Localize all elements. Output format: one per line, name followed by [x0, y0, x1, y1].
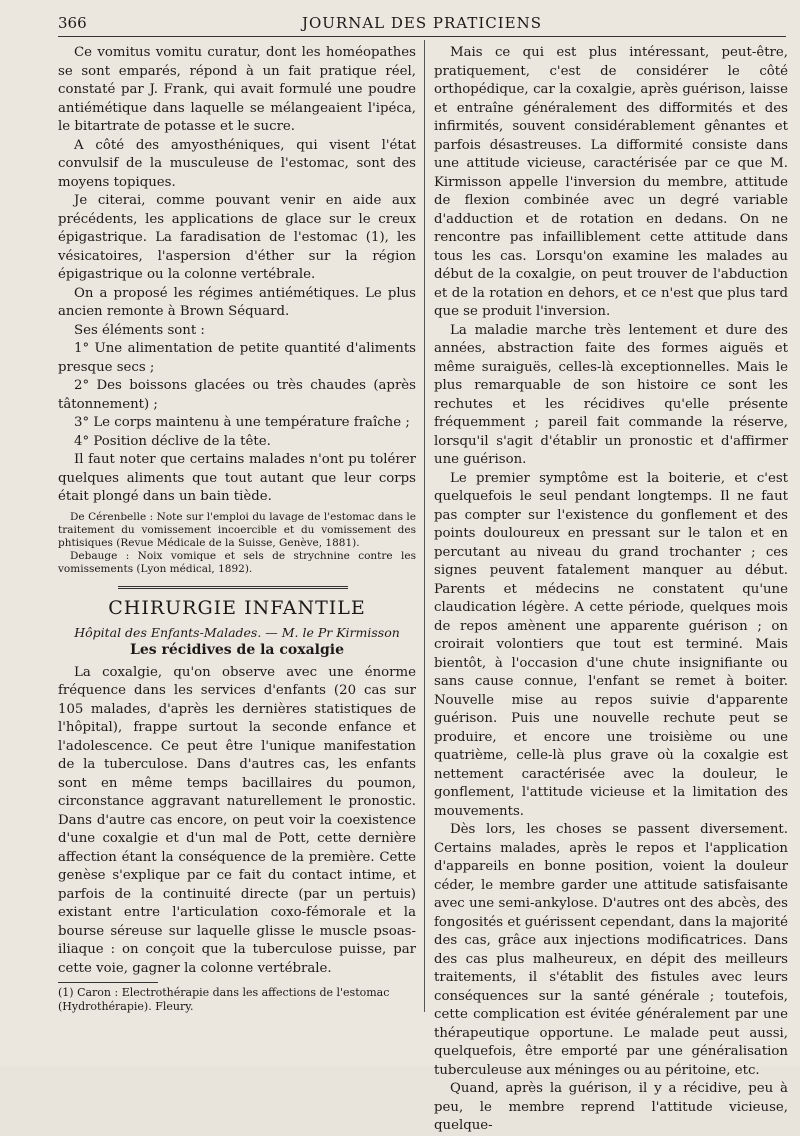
bibliography-entry: De Cérenbelle : Note sur l'emploi du lavage de l'estomac dans le traitement du vomissement incoercible et du vomissement des phtisiques (Revue Médicale de la Suisse, Genève, 1881).	[58, 510, 416, 549]
page-number: 366	[58, 14, 87, 32]
paragraph: Mais ce qui est plus intéressant, peut-être, pratiquement, c'est de considérer le côté orthopédique, car la coxalgie, après guérison, laisse et entraîne généralement des difformités et des infirmités, souvent considérablement gênantes et parfois désastreuses. La difformité consiste dans une attitude vicieuse, caractérisée par ce que M. Kirmisson appelle l'inversion du membre, attitude de flexion combinée avec un degré variable d'adduction et de rotation en dedans. On ne rencontre pas infailliblement cette attitude dans tous les cas. Lorsqu'on examine les malades au début de la coxalgie, on peut trouver de l'abduction et de la rotation en dehors, et ce n'est que plus tard que se produit l'inversion.	[434, 45, 788, 319]
bibliography-entry: Debauge : Noix vomique et sels de strychnine contre les vomissements (Lyon médical, 1892).	[58, 549, 416, 575]
article-title: Les récidives de la coxalgie	[130, 641, 344, 658]
paragraph: On a proposé les régimes antiémétiques. Le plus ancien remonte à Brown Séquard.	[58, 285, 416, 319]
list-item: 3° Le corps maintenu à une température fraîche ;	[74, 415, 410, 430]
paragraph: La coxalgie, qu'on observe avec une énorme fréquence dans les services d'enfants (20 cas sur 105 malades, d'après les dernières statistiques de l'hôpital), frappe surtout la seconde enfance et l'adolescence. Ce peut être l'unique manifestation de la tuberculose. Dans d'autres cas, les enfants sont en même temps bacillaires du poumon, circonstance aggravant naturellement le pronostic. Dans d'autre cas encore, on peut voir la coexistence d'une coxalgie et d'un mal de Pott, cette dernière affection étant la conséquence de la première. Cette genèse s'explique par ce fait du contact intime, et parfois de la continuité directe (par un pertuis) existant entre l'articulation coxo-fémorale et la bourse séreuse sur laquelle glisse le muscle psoas-iliaque : on conçoit que la tuberculose puisse, par cette voie, gagner la colonne vertébrale.	[58, 664, 416, 976]
journal-title: JOURNAL DES PRATICIENS	[301, 14, 543, 32]
right-column	[434, 44, 788, 1136]
paragraph: La maladie marche très lentement et dure des années, abstraction faite des formes aiguës et même suraiguës, celles-là exceptionnelles. Mais le plus remarquable de son histoire ce sont les rechutes et les récidives qu'elle présente fréquemment ; pareil fait commande la réserve, lorsqu'il s'agit d'établir un pronostic et d'affirmer une guérison.	[434, 322, 788, 467]
section-title: CHIRURGIE INFANTILE	[108, 596, 366, 619]
footnote: (1) Caron : Electrothérapie dans les affections de l'estomac (Hydrothérapie). Fleury.	[58, 986, 390, 1013]
section-subtitle: Hôpital des Enfants-Malades. — M. le Pr Kirmisson	[74, 624, 400, 640]
paragraph: A côté des amyosthéniques, qui visent l'état convulsif de la musculeuse de l'estomac, sont des moyens topiques.	[58, 137, 416, 190]
list-item: 4° Position déclive de la tête.	[74, 433, 271, 449]
paragraph: Le premier symptôme est la boiterie, et c'est quelquefois le seul pendant longtemps. Il ne faut pas compter sur l'existence du gonflement et des points douloureux en pressant sur le talon et en percutant au niveau du grand trochanter ; ces signes peuvent fatalement manquer au début. Parents et médecins ne constatent qu'une claudication légère. A cette période, quelques mois de repos amènent une apparente guérison ; on croirait volontiers que tout est terminé. Mais bientôt, à l'occasion d'une chute insignifiante ou sans cause connue, l'enfant se remet à boiter. Nouvelle mise au repos suivie d'apparente guérison. Puis une nouvelle rechute peut se produire, et encore une troisième ou une quatrième, celle-là plus grave où la coxalgie est nettement caractérisée avec la douleur, le gonflement, l'attitude vicieuse et la limitation des mouvements.	[434, 470, 788, 819]
paragraph: Dès lors, les choses se passent diversement. Certains malades, après le repos et l'application d'appareils en bonne position, voient la douleur céder, le membre garder une attitude satisfaisante avec une semi-ankylose. D'autres ont des abcès, des fongosités et guérissent cependant, dans la majorité des cas, grâce aux injections modificatrices. Dans des cas plus malheureux, en dépit des meilleurs traitements, il s'établit des fistules avec leurs conséquences sur la santé générale ; toutefois, cette complication est évitée généralement par une thérapeutique opportune. Le malade peut aussi, quelquefois, être emporté par une généralisation tuberculeuse aux méninges ou au péritoine, etc.	[434, 822, 788, 1078]
list-item: 2° Des boissons glacées ou très chaudes (après tâtonnement) ;	[58, 378, 416, 412]
left-column	[58, 44, 416, 978]
paragraph: Ses éléments sont :	[74, 322, 205, 338]
paragraph: Ce vomitus vomitu curatur, dont les homéopathes se sont emparés, répond à un fait pratique réel, constaté par J. Frank, qui avait formulé une poudre antiémétique dans laquelle se mélangeaient l'ipéca, le bitartrate de potasse et le sucre.	[58, 45, 416, 134]
paragraph: Il faut noter que certains malades n'ont pu tolérer quelques aliments que tout autant que leur corps était plongé dans un bain tiède.	[58, 452, 416, 504]
header-rule	[58, 36, 786, 37]
paragraph: Je citerai, comme pouvant venir en aide aux précédents, les applications de glace sur le creux épigastrique. La faradisation de l'estomac (1), les vésicatoires, l'aspersion d'éther sur la région épigastrique ou la colonne vertébrale.	[58, 193, 416, 282]
section-divider	[118, 586, 348, 591]
page-header	[58, 14, 786, 38]
footnote-rule	[58, 982, 158, 983]
paragraph: Quand, après la guérison, il y a récidive, peu à peu, le membre reprend l'attitude vicieuse, quelque-	[434, 1081, 788, 1133]
column-divider	[424, 40, 425, 1012]
list-item: 1° Une alimentation de petite quantité d'aliments presque secs ;	[58, 341, 416, 375]
